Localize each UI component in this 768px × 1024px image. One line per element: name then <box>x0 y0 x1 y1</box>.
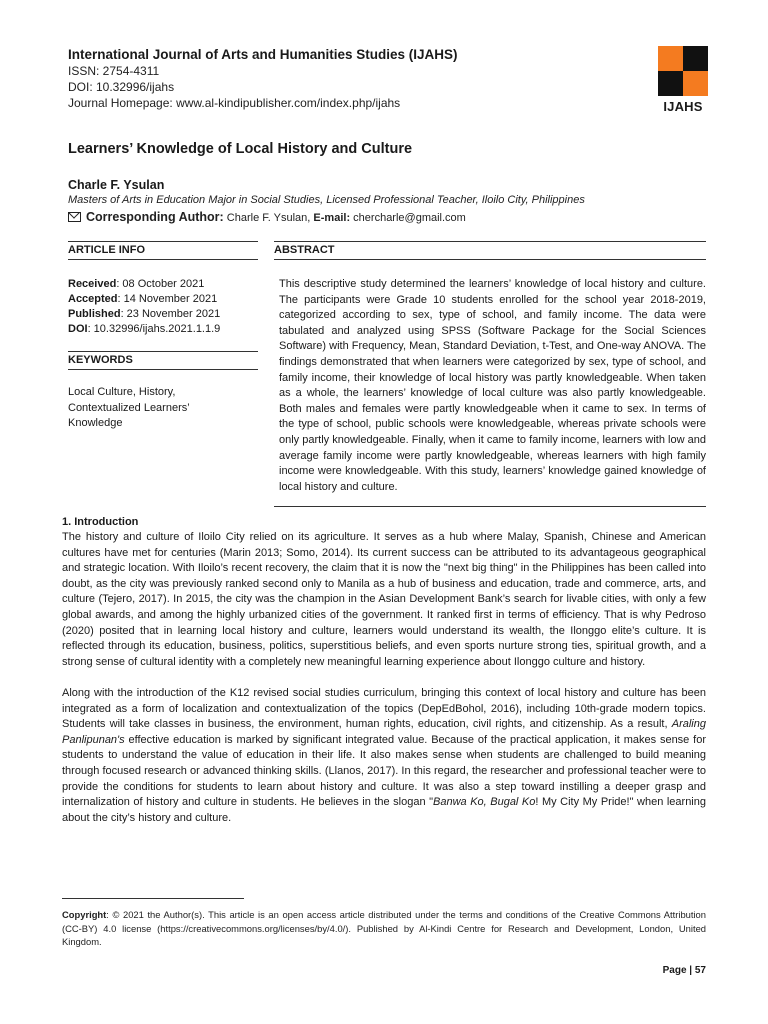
article-dates <box>68 277 258 337</box>
journal-header <box>68 46 708 120</box>
logo-grid-icon <box>658 46 708 96</box>
article-doi[interactable]: DOI: 10.32996/ijahs.2021.1.1.9 <box>68 323 221 335</box>
envelope-icon <box>68 212 81 222</box>
corresponding-name: Charle F. Ysulan, <box>226 212 311 224</box>
author-name: Charle F. Ysulan <box>68 178 165 192</box>
divider <box>274 241 706 242</box>
logo-text: IJAHS <box>663 99 703 114</box>
journal-homepage[interactable]: Journal Homepage: www.al-kindipublisher.com/index.php/ijahs <box>68 96 401 110</box>
ijahs-logo <box>658 46 708 116</box>
copyright-text: : © 2021 the Author(s). This article is an open access article distributed under the terms and conditions of the Creative Commons Attribution (CC-BY) 4.0 license (https://creativecommons.org/licenses/by/4.0/). Published by Al-Kindi Centre for Research and Development, London, United Kingdom. <box>62 909 706 947</box>
keywords-list <box>68 385 238 432</box>
page-number: Page | 57 <box>662 965 706 976</box>
copyright-label: Copyright <box>62 909 107 920</box>
divider <box>274 506 706 507</box>
divider <box>274 259 706 260</box>
article-info-heading: ARTICLE INFO <box>68 244 145 256</box>
logo-square <box>658 71 683 96</box>
journal-issn: ISSN: 2754-4311 <box>68 64 160 78</box>
intro-paragraph-1: The history and culture of Iloilo City relied on its agriculture. It serves as a hub where Malay, Spanish, Chinese and American cultures have met for centuries (Marin 2013; Somo, 2014). Its current success can be attributed to its advantageous geographical and strategic location. With Iloilo’s recent recovery, the claim that it is now the "next big thing" in the Philippines has been called into doubt, as the city was previously ranked second only to Manila as a hub of business and education, trade and commerce, arts, and culture (Tejero, 2017). In 2015, the city was the champion in the Asian Development Bank’s search for livable cities, with only a few global awards, and among the highly urbanized cities of the government. It ranked first in terms of efficiency. That is why Pedroso (2020) posited that in learning local history and culture, learners would understand its wealth, the Ilonggo elite’s culture. It is reflected through its education, business, politics, superstitious beliefs, and even sports nurture strong ties, spiritual growth, and a strong sense of cultural identity with a completely new meaningful learning experience about Ilonggo culture and history. <box>62 531 706 668</box>
email-value[interactable]: chercharle@gmail.com <box>353 212 466 224</box>
logo-square <box>683 71 708 96</box>
keyword-line: Knowledge <box>68 417 123 429</box>
footnote-divider <box>62 898 244 899</box>
abstract-text: This descriptive study determined the learners’ knowledge of local history and culture. The participants were Grade 10 students enrolled for the school year 2018-2019, categorized according to sex, type of school, and family income. The data were tabulated and analyzed using SPSS (Software Package for the Social Sciences Software) with Frequency, Mean, Standard Deviation, t-Test, and One-way ANOVA. The findings demonstrated that when learners were categorized by sex, type of school, and family income, their knowledge of local history was partly knowledgeable. When taken as a whole, the learners’ knowledge of local culture was also partly knowledgeable. Both males and females were partly knowledgeable when it came to sex. In terms of the type of school, public schools were knowledgeable, whereas private schools were only partly knowledgeable. Finally, when it came to family income, learners with low and average family income were partly knowledgeable, whereas learners with high family income were knowledgeable. With this study, learners’ knowledge gained knowledge of local history and culture. <box>279 278 706 493</box>
email-label: E-mail <box>313 212 347 224</box>
journal-name: International Journal of Arts and Humanities Studies (IJAHS) <box>68 47 458 62</box>
keyword-line: Local Culture, History, <box>68 386 176 398</box>
keywords-heading: KEYWORDS <box>68 354 133 366</box>
author-affiliation: Masters of Arts in Education Major in Social Studies, Licensed Professional Teacher, Iloilo City, Philippines <box>68 194 585 206</box>
published-date: Published: 23 November 2021 <box>68 308 221 320</box>
divider <box>68 369 258 370</box>
section-heading: 1. Introduction <box>62 516 139 528</box>
divider <box>68 351 258 352</box>
logo-square <box>658 46 683 71</box>
logo-square <box>683 46 708 71</box>
journal-doi: DOI: 10.32996/ijahs <box>68 80 175 94</box>
divider <box>68 259 258 260</box>
intro-paragraph-2: Along with the introduction of the K12 revised social studies curriculum, bringing this context of local history and culture has been integrated as a form of localization and contextualization of the topics (DepEdBohol, 2016), including 10th-grade modern topics. Students will take classes in business, the environment, human rights, education, civil rights, and citizenship. As a result, Araling Panlipunan's effective education is marked by significant integrated value. Because of the practical application, it makes sense for students to understand the value of education in their life. It also makes sense when students are challenged to build meaning through focused research or advanced thinking skills. (Llanos, 2017). In this regard, the researcher and professional teacher were to provide the conditions for students to learn about history and culture. It was also a step toward instilling a deeper grasp and internalization of history and culture in students. He believes in the slogan "Banwa Ko, Bugal Ko! My City My Pride!" when learning about the city’s history and culture. <box>62 687 706 824</box>
abstract-heading: ABSTRACT <box>274 244 335 256</box>
article-title: Learners’ Knowledge of Local History and Culture <box>68 141 413 157</box>
divider <box>68 241 258 242</box>
corresponding-author: Corresponding Author: Charle F. Ysulan, E-mail: chercharle@gmail.com <box>68 210 466 224</box>
keyword-line: Contextualized Learners’ <box>68 401 190 414</box>
corresponding-label: Corresponding Author: <box>86 210 224 224</box>
accepted-date: Accepted: 14 November 2021 <box>68 293 218 305</box>
received-date: Received: 08 October 2021 <box>68 278 205 290</box>
copyright-footnote <box>62 908 706 949</box>
